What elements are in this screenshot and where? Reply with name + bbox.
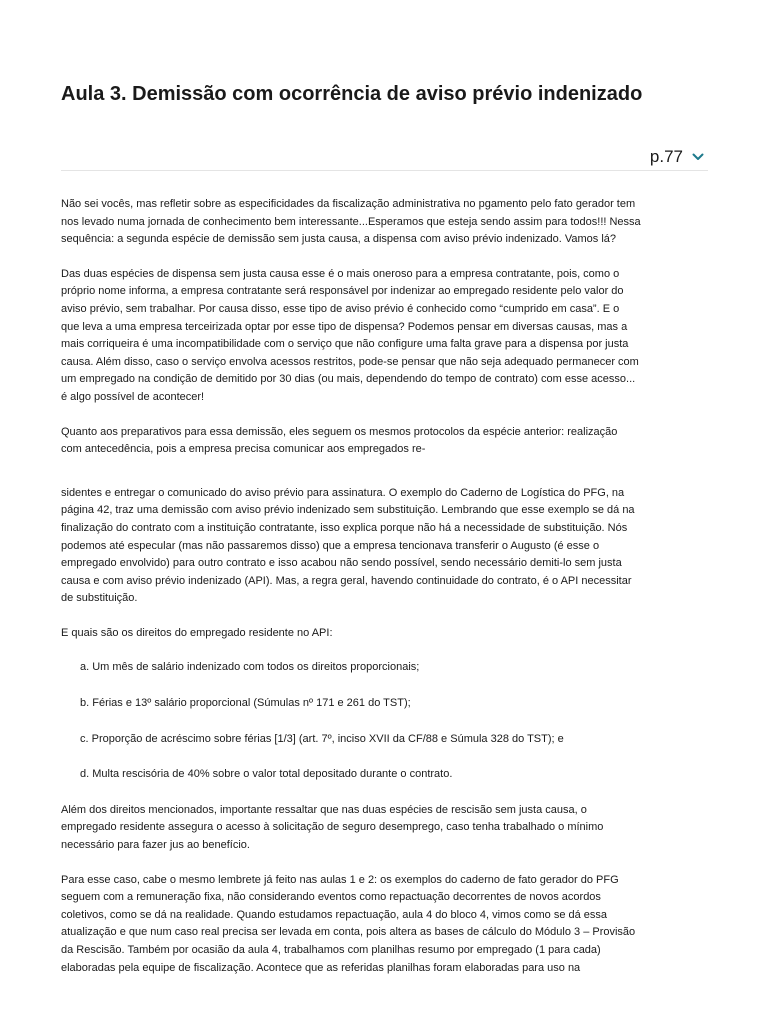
paragraph: sidentes e entregar o comunicado do aviso prévio para assinatura. O exemplo do Caderno de Logística do PFG, na página 42, traz uma demissão com aviso prévio indenizado sem substituição. Lembrando que esse exemplo se dá na finalização do contrato com a instituição contratante, isso explica porque não há a necessidade de substituição. Nós podemos até especular (mas não passaremos disso) que a empresa tencionava transferir o Augusto (é esse o empregado envolvido) para outro contrato e isso acabou não sendo possível, sendo necessário demiti-lo sem justa causa e com aviso prévio indenizado (API). Mas, a regra geral, havendo continuidade do contrato, é o API necessitar de substituição. [61, 486, 635, 605]
list-item: a. Um mês de salário indenizado com todos os direitos proporcionais; [80, 661, 420, 674]
list-item: c. Proporção de acréscimo sobre férias [1/3] (art. 7º, inciso XVII da CF/88 e Súmula 328 do TST); e [80, 732, 564, 745]
paragraph: Além dos direitos mencionados, importante ressaltar que nas duas espécies de rescisão sem justa causa, o empregado residente assegura o acesso à solicitação de seguro desemprego, caso tenha trabalhado o mínimo necessário para fazer jus ao benefício. [61, 803, 604, 852]
chevron-down-icon [691, 150, 705, 164]
header-divider [61, 170, 708, 171]
paragraph: Das duas espécies de dispensa sem justa causa esse é o mais oneroso para a empresa contratante, pois, como o próprio nome informa, a empresa contratante será responsável por indenizar ao empregado residente pelo valor do aviso prévio, sem trabalhar. Por causa disso, esse tipo de aviso prévio é conhecido como “cumprido em casa”. E o que leva a uma empresa terceirizada optar por esse tipo de dispensa? Podemos pensar em diversas causas, mas a mais corriqueira é uma incompatibilidade com o serviço que não configure uma falta grave para a dispensa por justa causa. Além disso, caso o serviço envolva acessos restritos, pode-se pensar que não seja adequado permanecer com um empregado na condição de demitido por 30 dias (ou mais, dependendo do tempo de contrato) com esse acesso... é algo possível de acontecer! [61, 267, 639, 403]
list-item: b. Férias e 13º salário proporcional (Súmulas nº 171 e 261 do TST); [80, 697, 411, 710]
list-item: d. Multa rescisória de 40% sobre o valor total depositado durante o contrato. [80, 768, 453, 781]
paragraph: E quais são os direitos do empregado residente no API: [61, 626, 333, 639]
paragraph: Quanto aos preparativos para essa demissão, eles seguem os mesmos protocolos da espécie anterior: realização com antecedência, pois a empresa precisa comunicar aos empregados re- [61, 425, 618, 456]
paragraph: Para esse caso, cabe o mesmo lembrete já feito nas aulas 1 e 2: os exemplos do caderno de fato gerador do PFG seguem com a remuneração fixa, não considerando eventos como repactuação decorrentes de novos acordos coletivos, como se dá na realidade. Quando estudamos repactuação, aula 4 do bloco 4, vimos como se dá essa atualização e que num caso real precisa ser levada em conta, pois altera as bases de cálculo do Módulo 3 – Provisão da Rescisão. Também por ocasião da aula 4, trabalhamos com planilhas resumo por empregado (1 para cada) elaboradas pela equipe de fiscalização. Acontece que as referidas planilhas foram elaboradas para uso na [61, 873, 636, 974]
page-selector[interactable] [650, 146, 705, 168]
document-body [61, 196, 711, 994]
page-number-label: p.77 [649, 147, 683, 166]
paragraph: Não sei vocês, mas refletir sobre as especificidades da fiscalização administrativa no pgamento pelo fato gerador tem nos levado numa jornada de conhecimento bem interessante...Esperamos que esteja sendo assim para todos!!! Nessa sequência: a segunda espécie de demissão sem justa causa, a dispensa com aviso prévio indenizado. Vamos lá? [61, 198, 641, 246]
page-title: Aula 3. Demissão com ocorrência de aviso prévio indenizado [61, 83, 643, 105]
